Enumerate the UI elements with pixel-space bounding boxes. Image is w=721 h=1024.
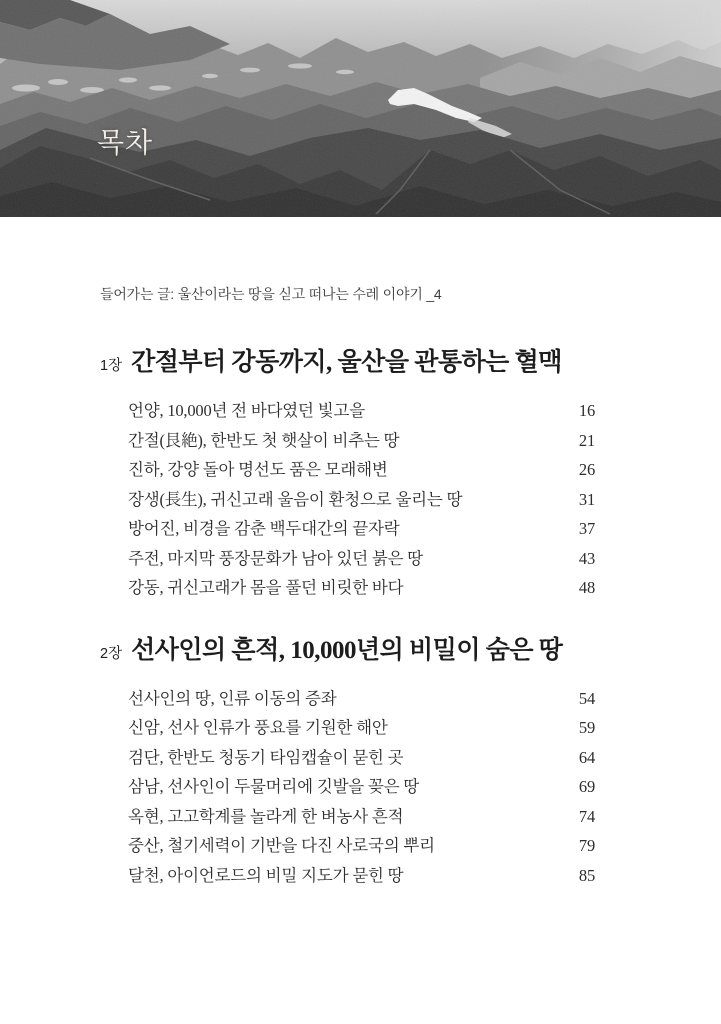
entry-title: 진하, 강양 돌아 명선도 품은 모래해변 <box>128 460 388 479</box>
chapter-2-entries <box>100 684 595 891</box>
entry-page-number: 79 <box>578 836 595 855</box>
toc-entry <box>128 544 595 574</box>
mountain-landscape-image <box>0 0 721 217</box>
toc-entry <box>128 455 595 485</box>
entry-title: 옥현, 고고학계를 놀라게 한 벼농사 흔적 <box>128 806 404 826</box>
entry-title: 중산, 철기세력이 기반을 다진 사로국의 뿌리 <box>128 836 435 855</box>
chapter-2-label: 2장 <box>100 645 123 662</box>
toc-entry <box>128 396 595 426</box>
toc-entry <box>128 573 595 603</box>
toc-entry <box>128 772 595 802</box>
toc-entry <box>128 684 595 714</box>
toc-entry <box>128 802 595 832</box>
toc-entry <box>128 485 595 515</box>
chapter-1-title: 간절부터 강동까지, 울산을 관통하는 혈맥 <box>131 349 562 376</box>
entry-title: 장생(長生), 귀신고래 울음이 환청으로 울리는 땅 <box>128 489 463 509</box>
entry-page-number: 48 <box>578 578 595 597</box>
entry-page-number: 85 <box>578 865 595 885</box>
entry-title: 검단, 한반도 청동기 타임캡슐이 묻힌 곳 <box>128 747 404 767</box>
entry-page-number: 16 <box>578 401 595 420</box>
entry-page-number: 31 <box>578 489 595 509</box>
entry-title: 강동, 귀신고래가 몸을 풀던 비릿한 바다 <box>128 578 404 597</box>
entry-title: 달천, 아이언로드의 비밀 지도가 묻힌 땅 <box>128 865 404 885</box>
toc-content <box>0 284 721 890</box>
entry-page-number: 21 <box>578 430 595 450</box>
entry-page-number: 59 <box>578 718 595 737</box>
entry-title: 방어진, 비경을 감춘 백두대간의 끝자락 <box>128 519 400 538</box>
entry-title: 신암, 선사 인류가 풍요를 기원한 해안 <box>128 718 388 737</box>
chapter-2-heading <box>100 630 595 666</box>
toc-entry <box>128 861 595 891</box>
page-title: 목차 <box>97 128 154 159</box>
chapter-2-title: 선사인의 흔적, 10,000년의 비밀이 숨은 땅 <box>131 636 563 664</box>
entry-page-number: 64 <box>578 747 595 767</box>
entry-title: 언양, 10,000년 전 바다였던 빛고을 <box>128 401 365 420</box>
entry-page-number: 54 <box>578 688 595 708</box>
entry-page-number: 69 <box>578 777 595 796</box>
chapter-2 <box>100 630 595 891</box>
entry-page-number: 26 <box>578 460 595 479</box>
chapter-1-entries <box>100 396 595 603</box>
intro-line: 들어가는 글: 울산이라는 땅을 싣고 떠나는 수레 이야기 _4 <box>100 286 442 302</box>
chapter-1 <box>100 342 595 603</box>
entry-page-number: 37 <box>578 519 595 538</box>
chapter-1-label: 1장 <box>100 358 123 374</box>
chapter-1-heading <box>100 342 595 378</box>
toc-entry <box>128 831 595 861</box>
header-photo <box>0 0 721 217</box>
toc-entry <box>128 514 595 544</box>
entry-title: 선사인의 땅, 인류 이동의 증좌 <box>128 688 337 708</box>
entry-page-number: 43 <box>578 548 595 568</box>
entry-title: 주전, 마지막 풍장문화가 남아 있던 붉은 땅 <box>128 548 424 568</box>
toc-entry <box>128 743 595 773</box>
toc-entry <box>128 426 595 456</box>
entry-title: 간절(艮絶), 한반도 첫 햇살이 비추는 땅 <box>128 430 400 450</box>
entry-page-number: 74 <box>578 806 595 826</box>
toc-entry <box>128 713 595 743</box>
entry-title: 삼남, 선사인이 두물머리에 깃발을 꽂은 땅 <box>128 777 420 796</box>
